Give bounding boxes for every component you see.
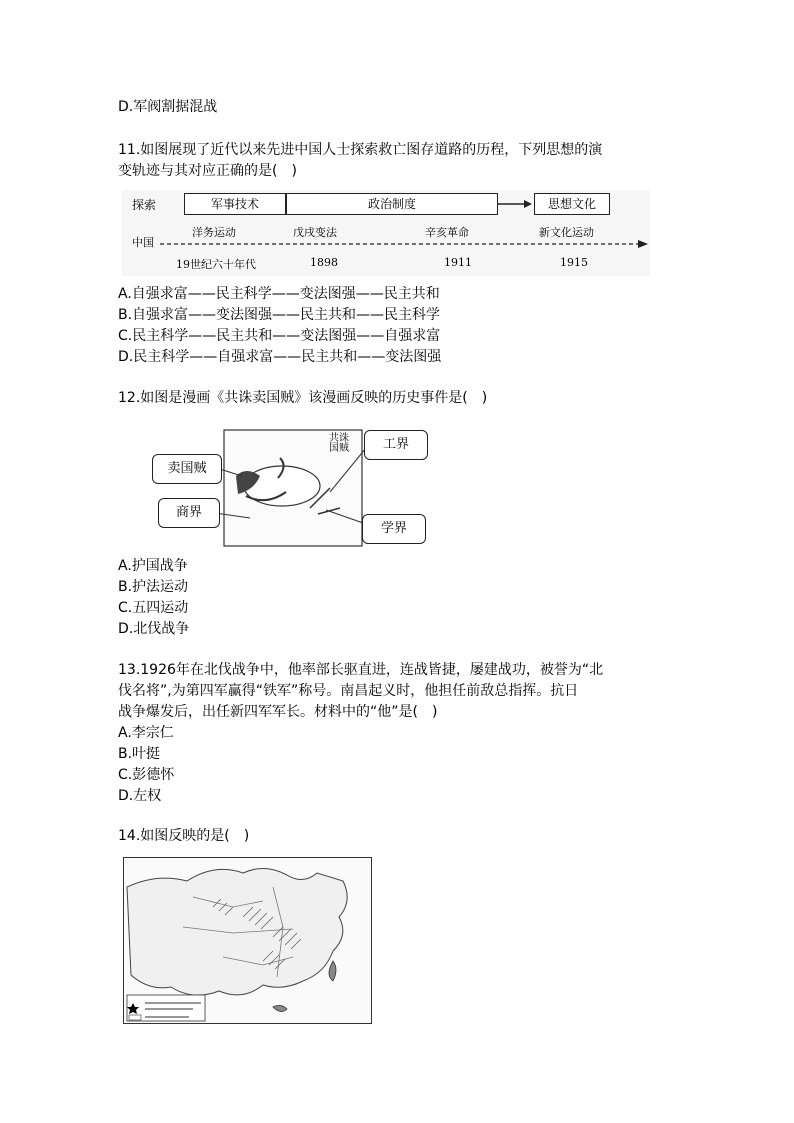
q14-stem: 14.如图反映的是( ): [118, 828, 250, 844]
cartoon-title: 共诛国贼: [329, 433, 349, 454]
label-worker: 工界: [364, 430, 428, 460]
date-1915: 1915: [560, 256, 588, 269]
q13-stem-line3: 战争爆发后，出任新四军军长。材料中的“他”是( ): [118, 704, 438, 720]
q12-option-a: A.护国战争: [118, 558, 188, 574]
label-traitor: 卖国贼: [152, 454, 222, 484]
q13-stem-line1: 13.1926年在北伐战争中，他率部长驱直进，连战皆捷，屡建战功，被誉为“北: [118, 662, 604, 678]
event-xinhai-revolution: 辛亥革命: [425, 226, 469, 239]
q13-option-d: D.左权: [118, 788, 162, 804]
q11-option-d: D.民主科学——自强求富——民主共和——变法图强: [118, 349, 442, 365]
q11-timeline-figure: [122, 190, 650, 276]
china-label: 中国: [132, 236, 154, 249]
box-military-tech: 军事技术: [184, 193, 286, 215]
date-1898: 1898: [310, 256, 338, 269]
event-westernization: 洋务运动: [192, 226, 236, 239]
explore-label: 探索: [132, 198, 157, 212]
label-merchant: 商界: [158, 498, 220, 528]
q11-stem-line2: 变轨迹与其对应正确的是( ): [118, 163, 297, 179]
date-1860s: 19世纪六十年代: [176, 258, 256, 271]
q12-option-c: C.五四运动: [118, 600, 189, 616]
q14-map-svg: [123, 857, 372, 1024]
q14-map-figure: [123, 857, 372, 1024]
date-1911: 1911: [444, 256, 472, 269]
q11-stem-line1: 11.如图展现了近代以来先进中国人士探索救亡图存道路的历程，下列思想的演: [118, 142, 603, 158]
q12-option-b: B.护法运动: [118, 579, 189, 595]
legend-area-icon: [129, 1015, 141, 1020]
q13-option-a: A.李宗仁: [118, 725, 174, 741]
q12-cartoon-figure: [150, 418, 434, 548]
label-student: 学界: [362, 514, 426, 544]
q11-option-a: A.自强求富——民主科学——变法图强——民主共和: [118, 286, 440, 302]
q11-option-b: B.自强求富——变法图强——民主共和——民主科学: [118, 307, 441, 323]
q11-option-c: C.民主科学——民主共和——变法图强——自强求富: [118, 328, 441, 344]
event-reform-1898: 戊戌变法: [293, 226, 337, 239]
q13-option-b: B.叶挺: [118, 746, 161, 762]
event-new-culture: 新文化运动: [539, 226, 594, 239]
prev-option-d: D.军阀割据混战: [118, 99, 218, 115]
box-political-system: 政治制度: [286, 193, 498, 215]
q13-stem-line2: 伐名将”,为第四军赢得“铁军”称号。南昌起义时，他担任前敌总指挥。抗日: [118, 683, 579, 699]
q13-option-c: C.彭德怀: [118, 767, 175, 783]
q12-option-d: D.北伐战争: [118, 621, 190, 637]
q12-stem: 12.如图是漫画《共诛卖国贼》该漫画反映的历史事件是( ): [118, 390, 488, 406]
box-ideology-culture: 思想文化: [534, 193, 610, 215]
